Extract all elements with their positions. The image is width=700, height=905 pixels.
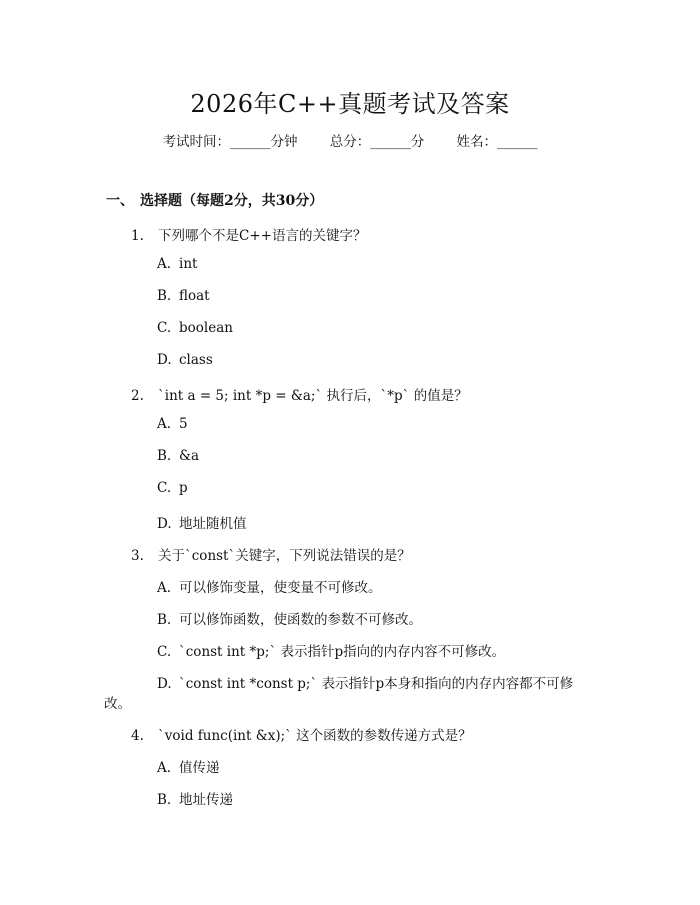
- question-number: 2.: [131, 388, 144, 404]
- section-label: 选择题（每题2分，共30分）: [140, 193, 324, 209]
- option-letter: C.: [157, 320, 172, 336]
- option-letter: A.: [157, 580, 172, 596]
- option-text: `const int *p;` 表示指针p指向的内存内容不可修改。: [179, 644, 506, 660]
- option-text: float: [179, 288, 210, 304]
- option-2a: [157, 416, 188, 432]
- student-name-field: 姓名：______: [456, 134, 538, 150]
- question-4: [131, 724, 472, 744]
- question-3: [131, 544, 411, 564]
- option-letter: D.: [157, 676, 172, 692]
- option-letter: B.: [157, 288, 172, 304]
- total-score-field: 总分：______分: [329, 134, 425, 150]
- question-2: [131, 384, 468, 404]
- question-number: 1.: [131, 228, 144, 244]
- question-text: `int a = 5; int *p = &a;` 执行后，`*p` 的值是？: [158, 388, 468, 404]
- option-3b: [157, 608, 422, 628]
- option-1b: [157, 288, 210, 304]
- option-text: p: [179, 480, 188, 496]
- option-letter: D.: [157, 352, 172, 368]
- option-text: class: [179, 352, 213, 368]
- option-letter: B.: [157, 612, 172, 628]
- question-text: 关于`const`关键字，下列说法错误的是？: [158, 548, 411, 564]
- option-text: boolean: [179, 320, 233, 336]
- question-1: [131, 224, 366, 244]
- exam-info-row: [0, 130, 700, 150]
- option-1a: [157, 256, 197, 272]
- option-text: &a: [179, 448, 200, 464]
- option-text: 5: [179, 416, 188, 432]
- option-1d: [157, 352, 213, 368]
- option-text: `const int *const p;` 表示指针p本身和指向的内存内容都不可修: [179, 676, 574, 692]
- option-letter: A.: [157, 760, 172, 776]
- question-number: 4.: [131, 728, 144, 744]
- option-1c: [157, 320, 233, 336]
- exam-time-field: 考试时间：______分钟: [162, 134, 298, 150]
- option-4a: [157, 756, 220, 776]
- option-4b: [157, 788, 233, 808]
- option-letter: B.: [157, 792, 172, 808]
- option-letter: A.: [157, 416, 172, 432]
- question-text: 下列哪个不是C++语言的关键字？: [158, 228, 367, 244]
- option-letter: A.: [157, 256, 172, 272]
- question-text: `void func(int &x);` 这个函数的参数传递方式是？: [158, 728, 472, 744]
- section-number: 一、: [106, 193, 134, 209]
- option-letter: B.: [157, 448, 172, 464]
- option-3a: [157, 576, 382, 596]
- option-text: 地址传递: [179, 792, 233, 808]
- option-letter: C.: [157, 480, 172, 496]
- option-2c: [157, 480, 188, 496]
- option-text: 值传递: [179, 760, 220, 776]
- option-2d: [157, 512, 247, 532]
- option-letter: D.: [157, 516, 172, 532]
- option-letter: C.: [157, 644, 172, 660]
- page-title: 2026年C++真题考试及答案: [190, 90, 510, 118]
- option-text: int: [179, 256, 198, 272]
- option-2b: [157, 448, 199, 464]
- option-3c: [157, 640, 505, 660]
- option-text: 地址随机值: [179, 516, 247, 532]
- option-text: 可以修饰变量，使变量不可修改。: [179, 580, 382, 596]
- option-text: 可以修饰函数，使函数的参数不可修改。: [179, 612, 422, 628]
- section-heading: [106, 190, 323, 210]
- question-number: 3.: [131, 548, 144, 564]
- option-3d-wrap: 改。: [104, 696, 131, 712]
- option-3d: [157, 672, 573, 692]
